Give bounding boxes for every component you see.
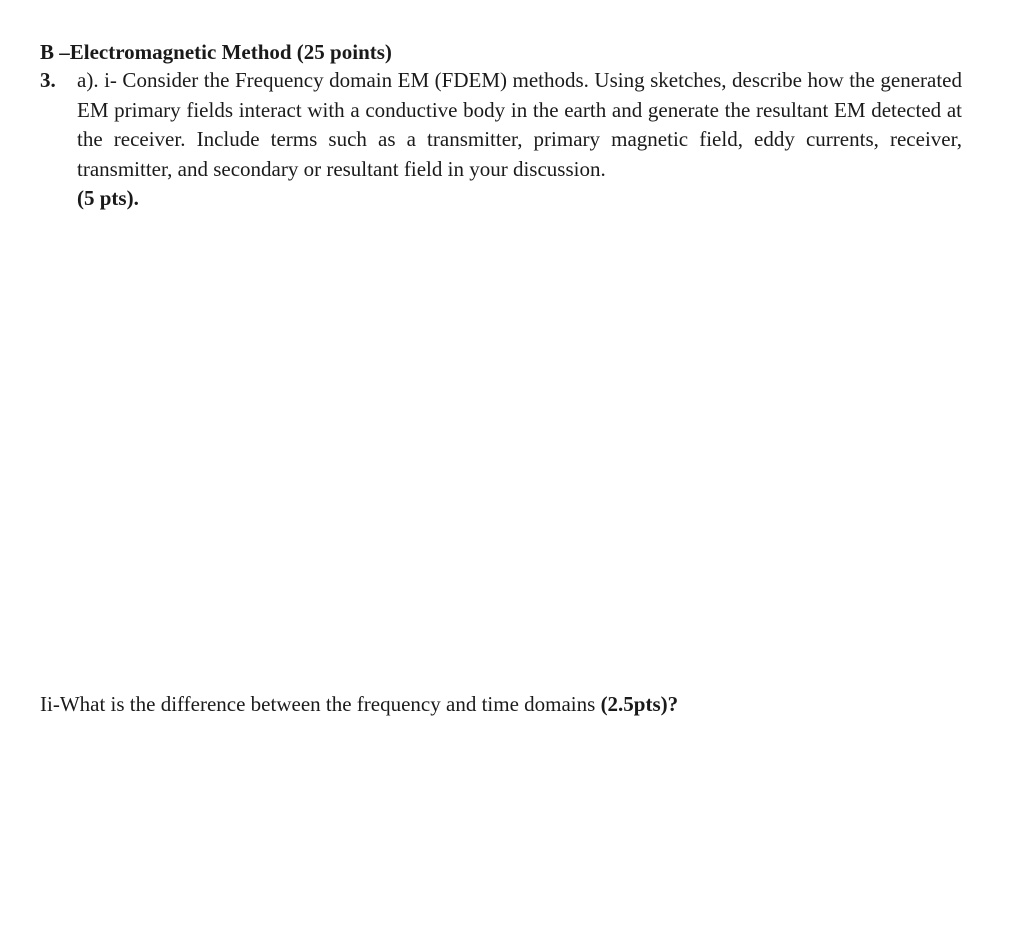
question-3-part-ii <box>40 690 678 719</box>
question-text: a). i- Consider the Frequency domain EM (FDEM) methods. Using sketches, describe how the generated EM primary fields interact with a conductive body in the earth and generate the resultant EM detected at the receiver. Include terms such as a transmitter, primary magnetic field, eddy currents, receiver, transmitter, and secondary or resultant field in your discussion. <box>77 68 962 181</box>
question-3 <box>40 66 962 214</box>
question-body <box>77 66 962 214</box>
sub-question-points: (2.5pts)? <box>600 692 679 716</box>
section-heading: B –Electromagnetic Method (25 points) <box>40 40 392 64</box>
question-points: (5 pts). <box>77 186 139 210</box>
sub-question-text: Ii-What is the difference between the frequency and time domains <box>40 692 601 716</box>
question-number: 3. <box>40 68 56 92</box>
